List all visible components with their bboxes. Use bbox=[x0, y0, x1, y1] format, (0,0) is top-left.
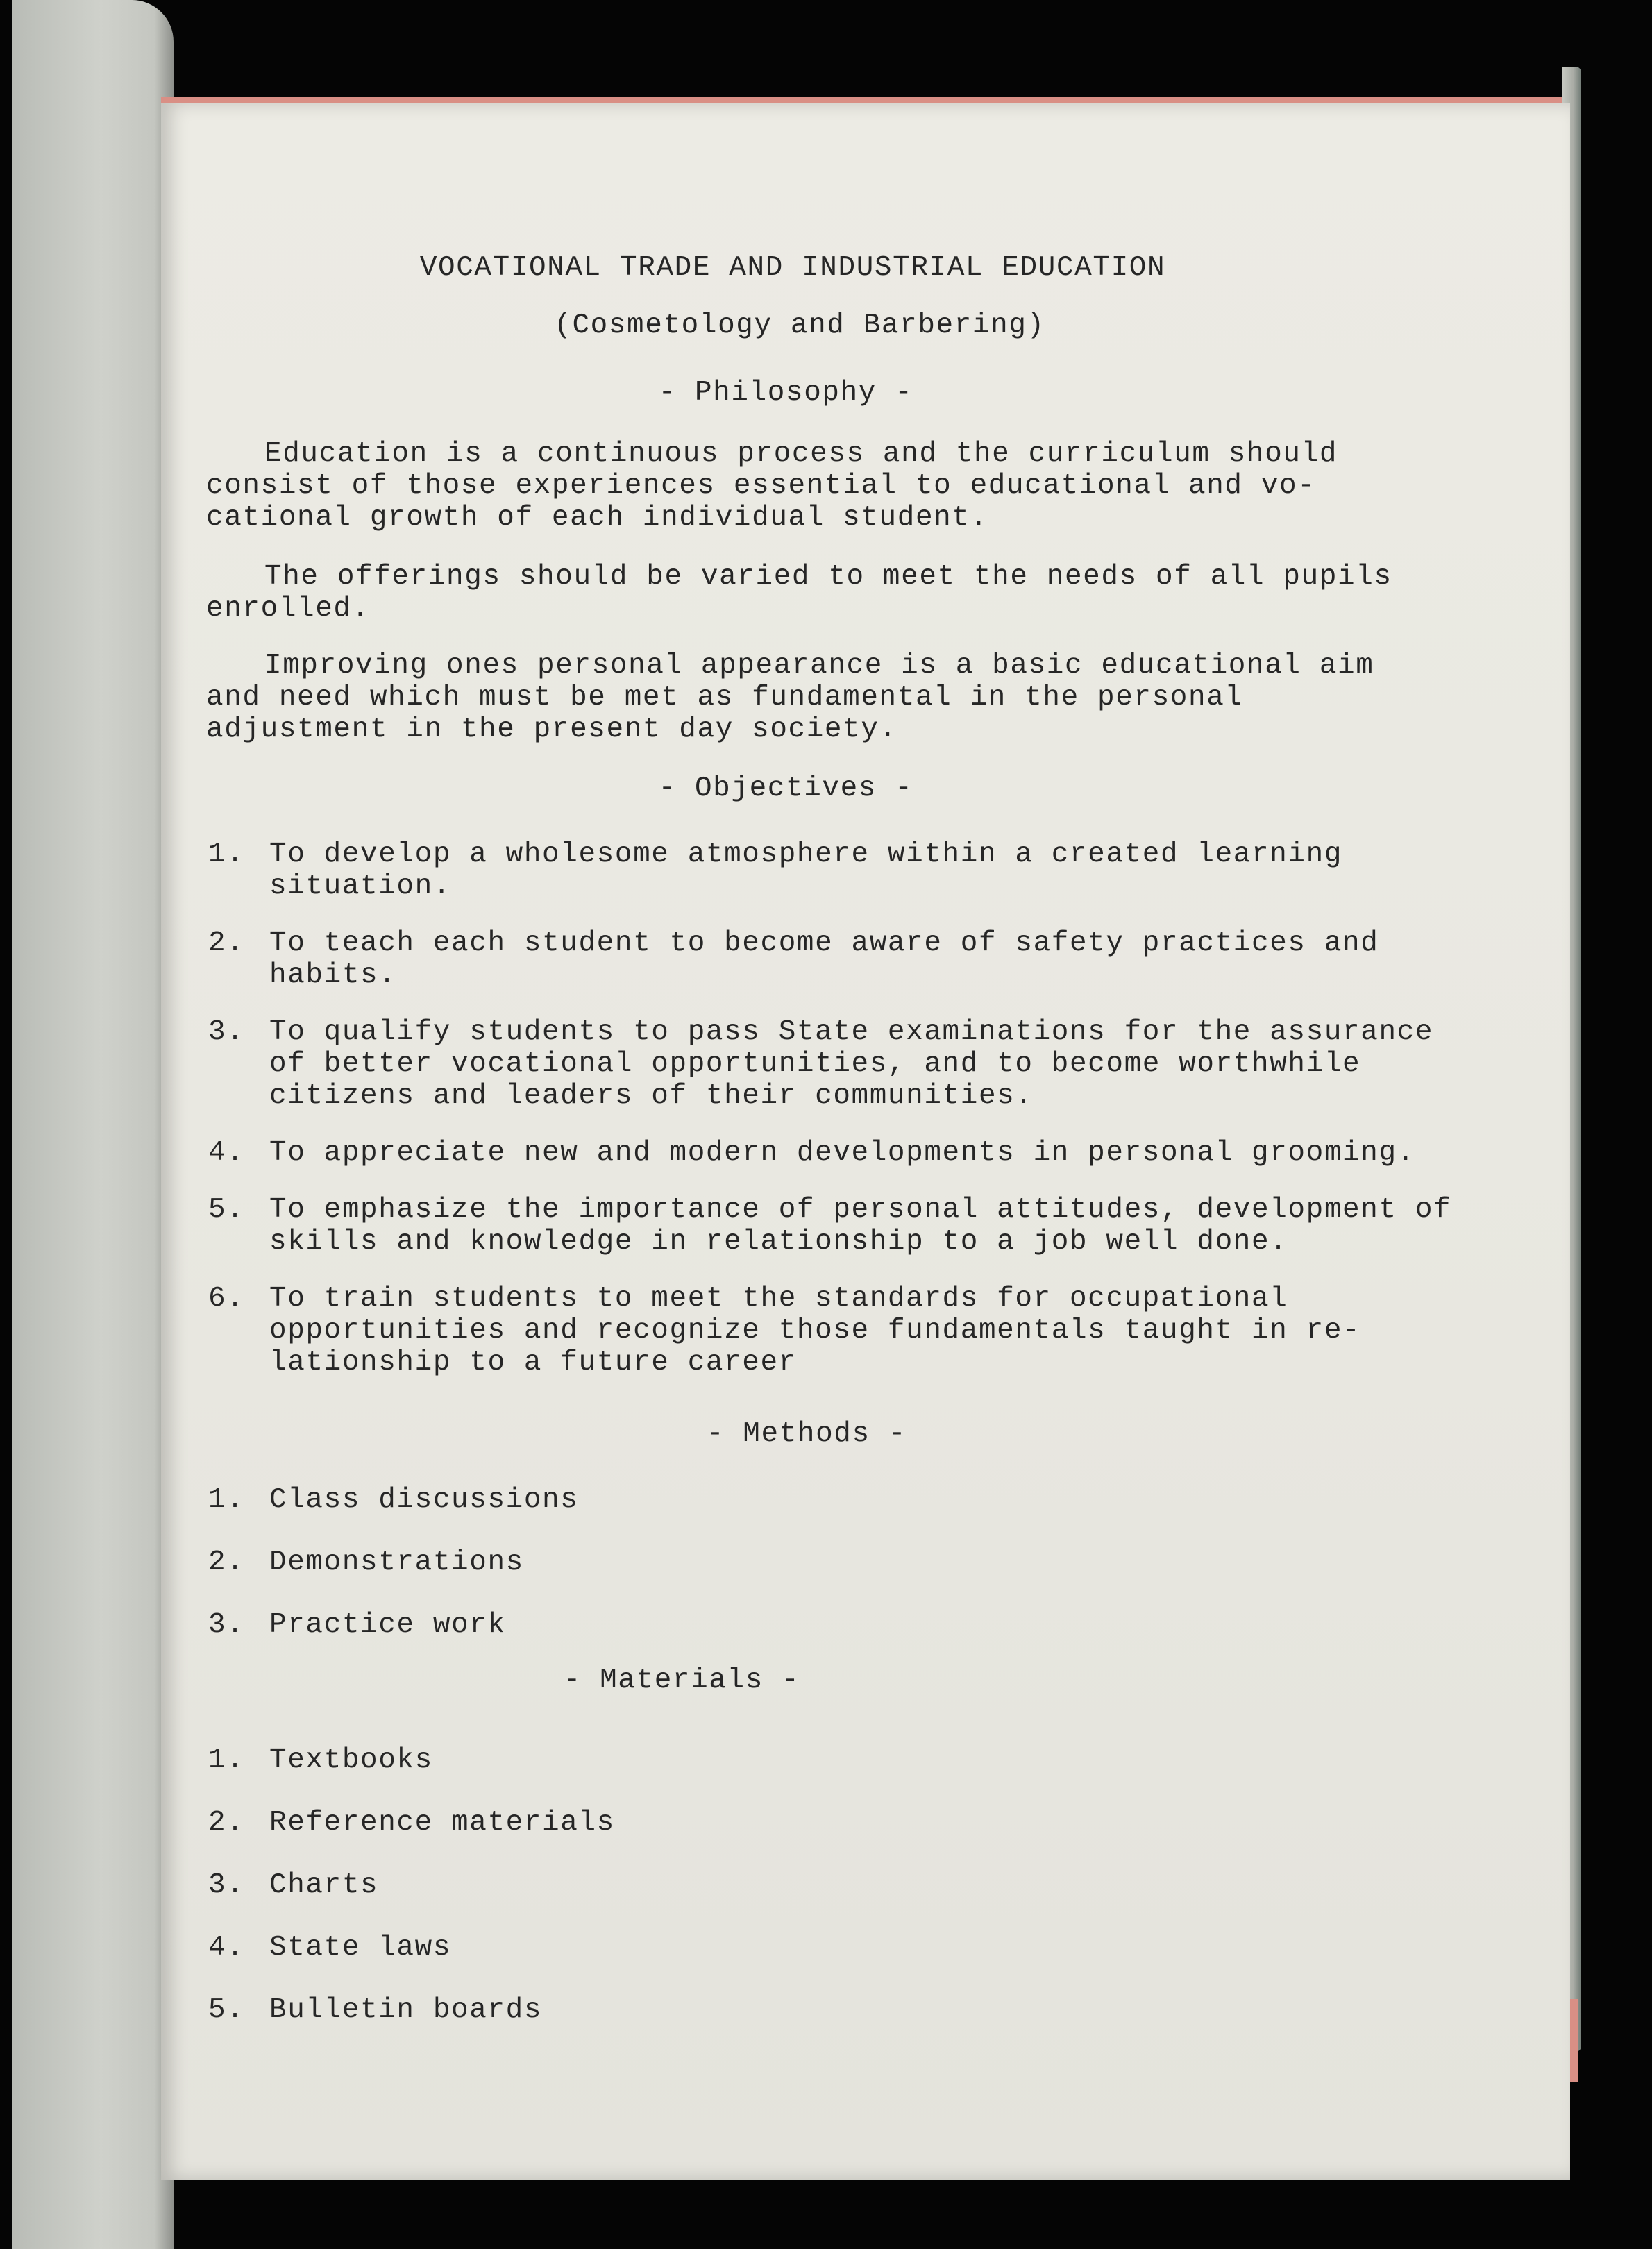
item-number: 4. bbox=[208, 1137, 245, 1169]
item-number: 3. bbox=[208, 1609, 245, 1641]
philosophy-paragraph bbox=[206, 438, 1400, 534]
item-number: 1. bbox=[208, 1484, 245, 1516]
item-number: 6. bbox=[208, 1283, 245, 1315]
objectives-heading: - Objectives - bbox=[658, 773, 913, 805]
materials-heading: - Materials - bbox=[563, 1665, 800, 1696]
item-text: State laws bbox=[269, 1932, 452, 1964]
item-text: To develop a wholesome atmosphere within a created learning situation. bbox=[269, 839, 1343, 902]
item-text: Reference materials bbox=[269, 1807, 615, 1839]
item-number: 1. bbox=[208, 1744, 245, 1776]
philosophy-paragraph bbox=[206, 561, 1400, 625]
list-item bbox=[208, 1869, 1458, 1901]
philosophy-paragraph bbox=[206, 650, 1400, 746]
objectives-list bbox=[208, 839, 1458, 1404]
item-text: Charts bbox=[269, 1869, 379, 1901]
item-text: To qualify students to pass State examinations for the assurance of better vocational opportunities, and to become worthwhile citizens and leaders of their communities. bbox=[269, 1016, 1434, 1112]
item-text: Textbooks bbox=[269, 1744, 433, 1776]
item-number: 2. bbox=[208, 927, 245, 959]
item-number: 4. bbox=[208, 1932, 245, 1964]
list-item bbox=[208, 1932, 1458, 1964]
item-text: To appreciate new and modern developments in personal grooming. bbox=[269, 1137, 1415, 1169]
page-subtitle: (Cosmetology and Barbering) bbox=[554, 310, 1045, 342]
item-text: To teach each student to become aware of safety practices and habits. bbox=[269, 927, 1379, 991]
list-item bbox=[208, 1016, 1458, 1112]
item-number: 3. bbox=[208, 1016, 245, 1048]
list-item bbox=[208, 1744, 1458, 1776]
list-item bbox=[208, 1194, 1458, 1258]
page-title: VOCATIONAL TRADE AND INDUSTRIAL EDUCATION bbox=[419, 252, 1166, 284]
item-text: Class discussions bbox=[269, 1484, 579, 1516]
item-text: Practice work bbox=[269, 1609, 506, 1641]
item-text: Bulletin boards bbox=[269, 1994, 543, 2026]
list-item bbox=[208, 1807, 1458, 1839]
list-item bbox=[208, 1137, 1458, 1169]
item-number: 3. bbox=[208, 1869, 245, 1901]
list-item bbox=[208, 1994, 1458, 2026]
list-item bbox=[208, 1283, 1458, 1379]
list-item bbox=[208, 1484, 1458, 1516]
item-number: 5. bbox=[208, 1994, 245, 2026]
methods-heading: - Methods - bbox=[706, 1418, 907, 1450]
list-item bbox=[208, 839, 1458, 902]
item-number: 1. bbox=[208, 839, 245, 870]
item-text: To emphasize the importance of personal attitudes, development of skills and knowledge in relationship to a job well done. bbox=[269, 1194, 1452, 1258]
page-edge-red-bottom bbox=[1570, 1999, 1578, 2082]
list-item bbox=[208, 1547, 1458, 1578]
materials-list bbox=[208, 1744, 1458, 2057]
item-number: 2. bbox=[208, 1807, 245, 1839]
list-item bbox=[208, 1609, 1458, 1641]
item-text: Demonstrations bbox=[269, 1547, 524, 1578]
item-text: To train students to meet the standards for occupational opportunities and recognize those fundamentals taught in re-lationship to a future career bbox=[269, 1283, 1361, 1379]
paragraph-text: Improving ones personal appearance is a basic educational aim and need which must be met as fundamental in the personal adjustment in the present day society. bbox=[206, 650, 1374, 746]
methods-list bbox=[208, 1484, 1458, 1671]
paragraph-text: The offerings should be varied to meet the needs of all pupils enrolled. bbox=[206, 561, 1392, 625]
philosophy-heading: - Philosophy - bbox=[658, 377, 913, 409]
paragraph-text: Education is a continuous process and the curriculum should consist of those experiences essential to educational and vo-cational growth of each individual student. bbox=[206, 438, 1338, 534]
item-number: 5. bbox=[208, 1194, 245, 1226]
left-page-edge bbox=[12, 0, 174, 2249]
list-item bbox=[208, 927, 1458, 991]
document-page bbox=[161, 103, 1570, 2180]
item-number: 2. bbox=[208, 1547, 245, 1578]
